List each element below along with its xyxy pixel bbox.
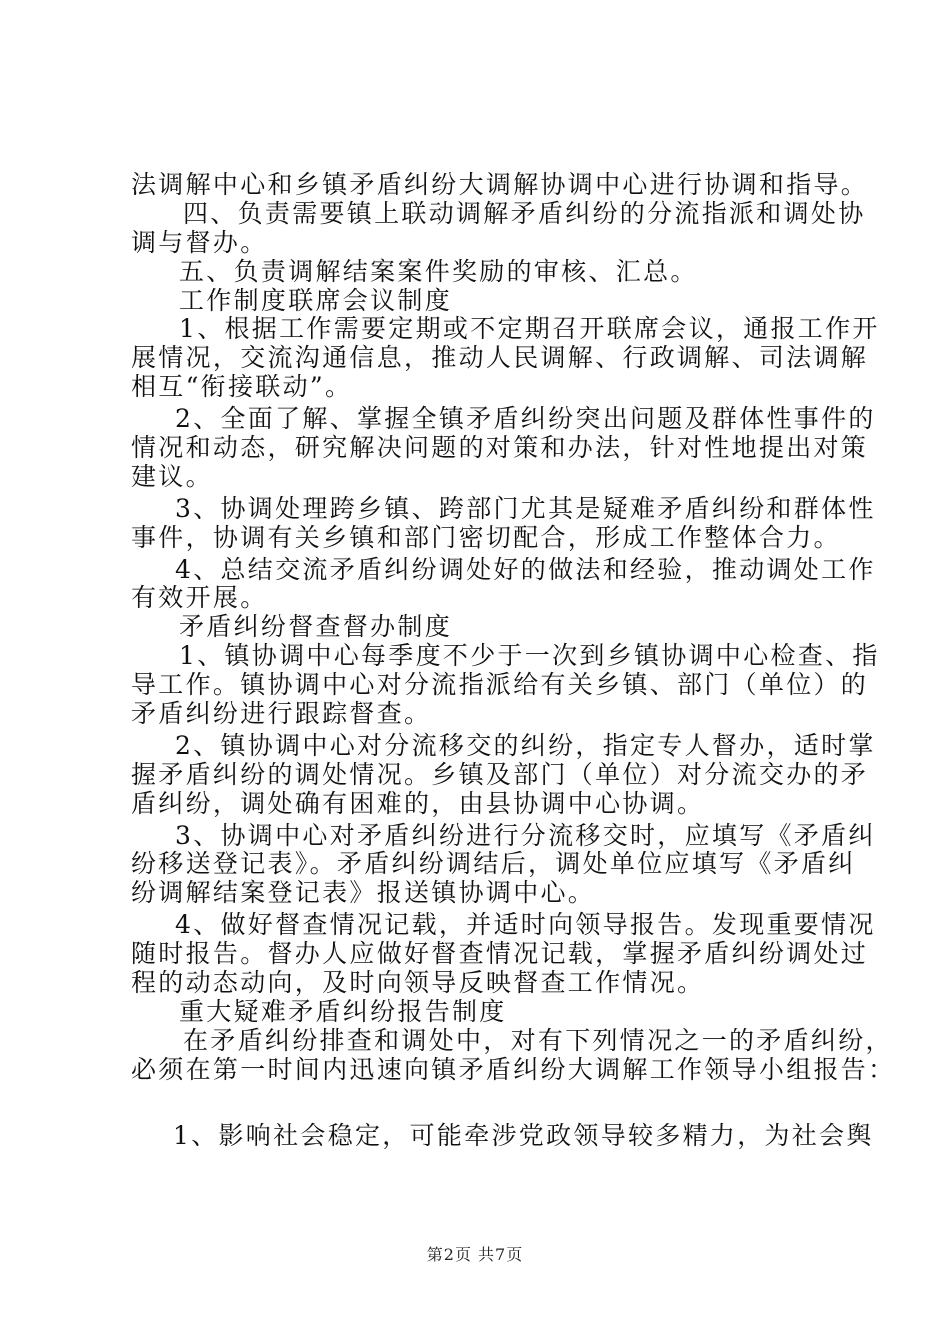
text-line: 五、负责调解结案案件奖励的审核、汇总。 (179, 256, 698, 286)
text-line: 3、协调中心对矛盾纠纷进行分流移交时，应填写《矛盾纠 (175, 820, 876, 850)
text-line: 4、总结交流矛盾纠纷调处好的做法和经验，推动调处工作 (175, 554, 876, 584)
text-line: 1、根据工作需要定期或不定期召开联席会议，通报工作开 (179, 314, 880, 344)
text-line: 握矛盾纠纷的调处情况。乡镇及部门（单位）对分流交办的矛 (131, 759, 869, 789)
text-line: 在矛盾纠纷排查和调处中，对有下列情况之一的矛盾纠纷， (183, 1025, 893, 1055)
text-line: 程的动态动向，及时向领导反映督查工作情况。 (131, 968, 705, 998)
text-line: 纷调解结案登记表》报送镇协调中心。 (131, 878, 596, 908)
text-line: 调与督办。 (131, 227, 268, 257)
text-line: 2、镇协调中心对分流移交的纠纷，指定专人督办，适时掌 (175, 730, 876, 760)
text-line: 展情况，交流沟通信息，推动人民调解、行政调解、司法调解 (131, 343, 869, 373)
text-line: 随时报告。督办人应做好督查情况记载，掌握矛盾纠纷调处过 (131, 939, 869, 969)
text-line: 四、负责需要镇上联动调解矛盾纠纷的分流指派和调处协 (183, 198, 866, 228)
text-line: 导工作。镇协调中心对分流指派给有关乡镇、部门（单位）的 (131, 670, 869, 700)
text-line: 必须在第一时间内迅速向镇矛盾纠纷大调解工作领导小组报告： (131, 1054, 896, 1084)
text-line: 2、全面了解、掌握全镇矛盾纠纷突出问题及群体性事件的 (175, 404, 876, 434)
text-line: 情况和动态，研究解决问题的对策和办法，针对性地提出对策 (131, 433, 869, 463)
section-heading: 矛盾纠纷督查督办制度 (179, 612, 453, 642)
text-line: 盾纠纷，调处确有困难的，由县协调中心协调。 (131, 788, 705, 818)
text-line: 1、镇协调中心每季度不少于一次到乡镇协调中心检查、指 (179, 641, 880, 671)
text-line: 3、协调处理跨乡镇、跨部门尤其是疑难矛盾纠纷和群体性 (175, 493, 876, 523)
section-heading: 工作制度联席会议制度 (179, 285, 453, 315)
section-heading: 重大疑难矛盾纠纷报告制度 (179, 996, 507, 1026)
text-line: 建议。 (131, 461, 213, 491)
text-line: 4、做好督查情况记载，并适时向领导报告。发现重要情况 (175, 910, 876, 940)
page-footer: 第2页 共7页 (426, 1245, 524, 1264)
text-line: 纷移送登记表》。矛盾纠纷调结后，调处单位应填写《矛盾纠 (131, 849, 856, 879)
text-line: 有效开展。 (131, 583, 268, 613)
document-body (131, 170, 896, 1151)
text-line: 矛盾纠纷进行跟踪督查。 (131, 699, 432, 729)
text-line: 相互“衔接联动”。 (131, 372, 353, 402)
text-line: 1、影响社会稳定，可能牵涉党政领导较多精力，为社会舆 (173, 1120, 874, 1150)
text-line: 事件，协调有关乡镇和部门密切配合，形成工作整体合力。 (131, 522, 841, 552)
text-line: 法调解中心和乡镇矛盾纠纷大调解协调中心进行协调和指导。 (131, 170, 869, 199)
